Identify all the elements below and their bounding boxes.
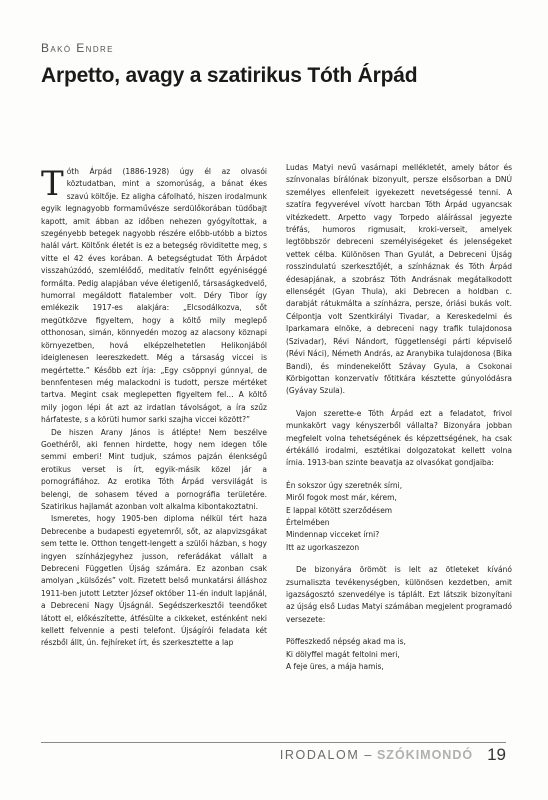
poem-line: Itt az ugorkaszezon [286, 542, 360, 552]
poem-line: Én sokszor úgy szeretnék sírni, [286, 480, 403, 490]
poem-line: Ki dölyffel magát feltolni meri, [286, 649, 400, 659]
poem-excerpt-2 [286, 636, 512, 673]
footer-brand: SZÓKIMONDÓ [376, 748, 474, 762]
left-column [41, 166, 267, 650]
poem-excerpt-1 [286, 480, 512, 554]
right-column [286, 162, 512, 673]
paragraph-4: Ludas Matyi nevű vasárnapi mellékletét, amely bátor és színvonalas bírálónak bizonyult, persze elsősorban a DNÚ személyes ellenfeleit igyekezett nevetségessé tenni. A szatíra fegyverével vívott harcban Tóth Árpád ugyancsak vitézkedett. Arpetto vagy Torpedo aláírással jegyezte tréfás, humoros rigmusait, kroki-verseit, amelyek legtöbbször debreceni személyiségeket és jelenségeket vettek célba. Különösen Than Gyulát, a Debreceni Újság rosszindulatú szerkesztőjét, a színháznak és Tóth Árpád édesapjának, a szobrász Tóth Andrásnak megátalkodott ellenségét (Gyan Thula), aki Debrecen a holdban c. darabját rátukmálta a színházra, persze, óriási bukás volt. Célpontja volt Szentkirályi Tivadar, a Kereskedelmi és Iparkamara elnöke, a debreceni nagy trafik tulajdonosa (Szivadar), Révi Nándort, függetlenségi párti képviselő (Révi Náci), Németh András, az Aranybika tulajdonosa (Bika Bandi), és mindenekelőtt Szávay Gyula, a Csokonai Körbigottan konzervatív főtitkára késztette gúnyolódásra (Gyávay Szula). [286, 163, 512, 396]
poem-line: A feje üres, a mája hamis, [286, 662, 384, 672]
author-name: Bakó Endre [41, 41, 114, 55]
page-footer [280, 744, 506, 766]
paragraph-2: De hiszen Arany János is átlépte! Nem beszélve Goethéről, aki fennen hirdette, hogy nem idegen tőle semmi emberi! Mint tudjuk, számos pajzán élenkségű erotikus verset is írt, egyik-másik közel jár a pornográfiához. Az erotika Tóth Árpád versvilágát is belengi, de sohasem téved a pornográfia területére. Szatirikus hajlamát azonban volt alkalma kibontakoztatni. [41, 427, 267, 511]
poem-line: Pöffeszkedő népség akad ma is, [286, 637, 406, 647]
poem-line: Értelmében [286, 517, 330, 527]
paragraph-6: De bizonyára örömöt is lelt az ötleteket kívánó zsurnaliszta tevékenységben, különösen kezdetben, amit igazságosztó szenvedélye is táplált. Ezt látszik bizonyítani az újság első Ludas Matyi számában megjelent programadó versezete: [286, 565, 512, 624]
paragraph-3: Ismeretes, hogy 1905-ben diploma nélkül tért haza Debrecenbe a budapesti egyetemről, sőt, az alapvizsgákat sem tette le. Otthon tengett-lengett a szülői házban, s hogy ingyen színházjegyhez jusson, referádákat vállalt a Debreceni Független Újság számára. Ez azonban csak amolyan „külsőzés” volt. Fizetett belső munkatársi álláshoz 1911-ben jutott Letzter József október 11-én indult lapjánál, a Debreceni Nagy Újságnál. Segédszerkesztői teendőket látott el, előkészítette, átfésülte a cikkeket, esténként neki kellett felvennie a pesti telefont. Újságírói feladata két részből állt, ún. fejhíreket írt, és szerkesztette a lap [41, 514, 267, 648]
footer-divider [41, 742, 506, 743]
article-title: Arpetto, avagy a szatirikus Tóth Árpád [41, 64, 418, 87]
poem-line: Mindennap vicceket írni? [286, 530, 380, 540]
footer-section: IRODALOM – [279, 748, 373, 762]
paragraph-5: Vajon szerette-e Tóth Árpád ezt a feladatot, frivol munkakört vagy kényszerből vállalta? Bizonyára jobban megfelelt volna tehetségének és képzettségének, ha csak értékálló irodalmi, esztétikai dolgozatokat kellett volna írnia. 1913-ban szinte beavatja az olvasókat gondjaiba: [286, 408, 512, 468]
poem-line: E lappal kötött szerződésem [286, 505, 393, 515]
paragraph-1: Tóth Árpád (1886-1928) úgy él az olvasói köztudatban, mint a szomorúság, a bánat ékes szavú költője. Ez aligha cáfolható, hiszen irodalmunk egyik legnagyobb formaművésze serdülőkorában tüdőbajt kapott, amit ábban az időben nehezen gyógyítottak, a szegényebb betegek nagyobb részére előbb-utóbb a biztos halál várt. Költőnk életét is ez a betegség röviditette meg, s vitte el 42 éves korában. A betegségtudat Tóth Árpádot visszahúzódó, szemlélődő, meditatív felnőtt egyéniséggé formálta. Pedig alapjában véve életigenlő, társaságkedvelő, humorral megáldott fiatalember volt. Déry Tibor így emlékezik 1917-es alakjára: „Elcsodálkozva, sőt megütközve figyeltem, hogy a költő mily meglepő otthonosan, simán, könnyedén mozog az alacsony köznapi környezetben, hová elképzelhetetlen Helikonjából ideiglenesen leereszkedett. Még a társaság viccei is megértette.” Később ezt írja: „Egy csöppnyi gúnnyal, de bennfentesen még malackodni is tudott, persze mértéket tartva. Megint csak meglepetten figyeltem fel… A költő mily jogon lépi át azt az irdatlan távolságot, a íra szűz hárfateste, s a körüti humor sarki szajha viccei között?” [41, 164, 267, 425]
page-number: 19 [487, 745, 506, 764]
drop-cap: T [41, 164, 64, 204]
poem-line: Miről fogok most már, kérem, [286, 493, 397, 503]
